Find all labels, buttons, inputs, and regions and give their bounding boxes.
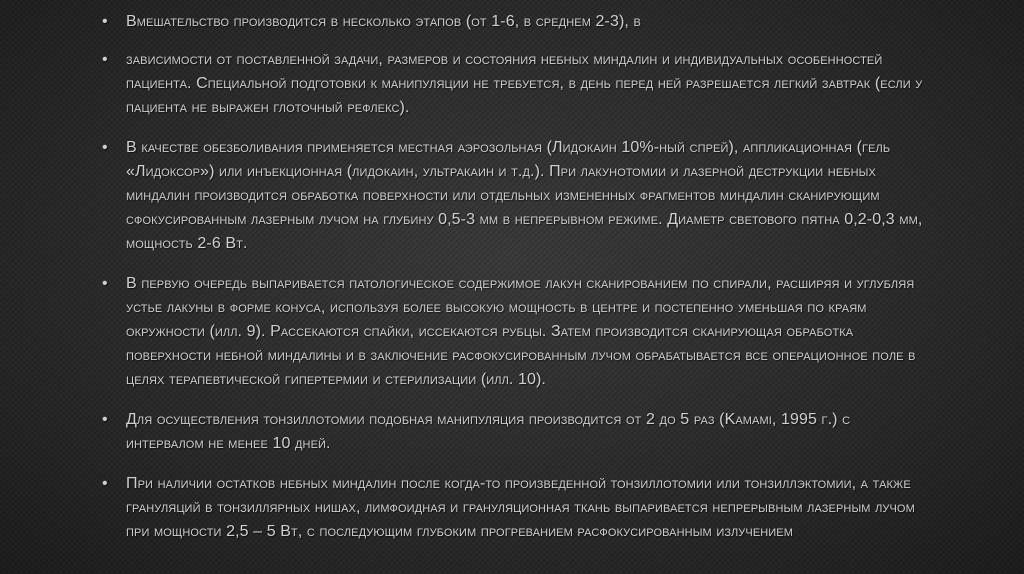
bullet-text: В первую очередь выпаривается патологическое содержимое лакун сканированием по спирали, расширяя и углубляя устье лакуны в форме конуса, используя более высокую мощность в центре и постепенно уменьшая по краям окружности (илл. 9). Рассекаются спайки, иссекаются рубцы. Затем производится сканирующая обработка поверхности небной миндалины и в заключение расфокусированным лучом обрабатывается все операционное поле в целях терапевтической гипертермии и стерилизации (илл. 10). xyxy=(126,275,916,388)
bullet-dot-icon: • xyxy=(102,275,108,292)
bullet-text: Для осуществления тонзиллотомии подобная манипуляция производится от 2 до 5 раз (Kamami, 1995 г.) с интервалом не менее 10 дней. xyxy=(126,411,851,452)
bullet-item xyxy=(96,48,926,120)
bullet-item xyxy=(96,472,926,544)
bullet-item xyxy=(96,272,926,392)
bullet-text: Вмешательство производится в несколько этапов (от 1-6, в среднем 2-3), в xyxy=(126,13,641,30)
bullet-list xyxy=(96,10,926,560)
bullet-item xyxy=(96,10,926,34)
bullet-dot-icon: • xyxy=(102,13,108,30)
bullet-dot-icon: • xyxy=(102,411,108,428)
bullet-dot-icon: • xyxy=(102,51,108,68)
bullet-text: При наличии остатков небных миндалин после когда-то произведенной тонзиллотомии или тонзиллэктомии, а также грануляций в тонзиллярных нишах, лимфоидная и грануляционная ткань выпаривается непрерывным лазерным лучом при мощности 2,5 – 5 Вт, с последующим глубоким прогреванием расфокусированным излучением xyxy=(126,475,915,540)
bullet-text: зависимости от поставленной задачи, размеров и состояния небных миндалин и индивидуальных особенностей пациента. Специальной подготовки к манипуляции не требуется, в день перед ней разрешается легкий завтрак (если у пациента не выражен глоточный рефлекс). xyxy=(126,51,923,116)
bullet-text: В качестве обезболивания применяется местная аэрозольная (Лидокаин 10%-ный спрей), аппликационная (гель «Лидоксор») или инъекционная (лидокаин, ультракаин и т.д.). При лакунотомии и лазерной деструкции небных миндалин производится обработка поверхности или отдельных измененных фрагментов миндалин сканирующим сфокусированным лазерным лучом на глубину 0,5-3 мм в непрерывном режиме. Диаметр светового пятна 0,2-0,3 мм, мощность 2-6 Вт. xyxy=(126,139,923,252)
bullet-item xyxy=(96,408,926,456)
bullet-dot-icon: • xyxy=(102,139,108,156)
bullet-dot-icon: • xyxy=(102,475,108,492)
bullet-item xyxy=(96,136,926,256)
